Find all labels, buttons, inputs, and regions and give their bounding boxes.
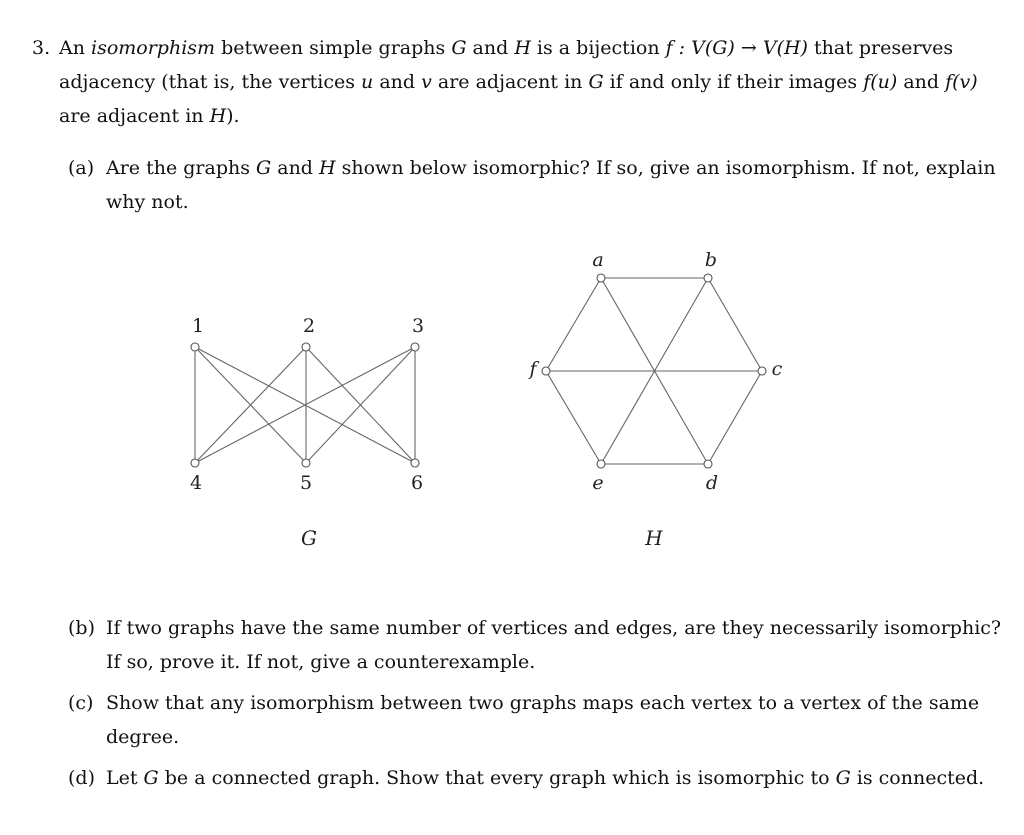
intro-line-2: adjacency (that is, the vertices u and v are adjacent in G if and only if their images f(u) and f(v): [59, 71, 978, 93]
edge-e-f: [546, 371, 601, 464]
vertex-2: [302, 343, 310, 351]
vertex-d: [704, 460, 712, 468]
label-3: 3: [411, 315, 425, 337]
label-f: f: [529, 358, 537, 380]
part-a-line-1: Are the graphs G and H shown below isomorphic? If so, give an isomorphism. If not, explain: [106, 157, 996, 179]
vertex-6: [411, 459, 419, 467]
vertex-b: [704, 274, 712, 282]
vertex-5: [302, 459, 310, 467]
label-c: c: [771, 358, 783, 380]
vertex-3: [411, 343, 419, 351]
vertex-c: [758, 367, 766, 375]
graph-H-labels: [527, 249, 782, 550]
part-d-line-1: Let G be a connected graph. Show that every graph which is isomorphic to G is connected.: [106, 767, 985, 789]
vertex-f: [542, 367, 550, 375]
part-c-line-1: Show that any isomorphism between two graphs maps each vertex to a vertex of the same: [106, 692, 980, 714]
graph-G: [195, 347, 415, 463]
vertex-e: [597, 460, 605, 468]
label-d: d: [705, 472, 719, 494]
label-5: 5: [299, 472, 313, 494]
term-isomorphism: isomorphism: [91, 37, 216, 59]
part-c-line-2: degree.: [106, 726, 180, 748]
caption-H: H: [645, 526, 663, 550]
edge-b-c: [708, 278, 762, 371]
label-4: 4: [189, 472, 203, 494]
problem-number: 3.: [32, 37, 51, 59]
part-c-label: (c): [68, 692, 94, 714]
part-d-label: (d): [68, 767, 95, 789]
part-b-label: (b): [68, 617, 95, 639]
part-a-label: (a): [68, 157, 95, 179]
caption-G: G: [301, 526, 317, 550]
intro-line-3: are adjacent in H).: [59, 105, 240, 127]
vertex-1: [191, 343, 199, 351]
intro-line-1: An isomorphism between simple graphs G and H is a bijection f : V(G) → V(H) that preserves: [59, 37, 954, 59]
vertex-a: [597, 274, 605, 282]
label-6: 6: [410, 472, 424, 494]
vertex-4: [191, 459, 199, 467]
graph-H: [546, 278, 762, 464]
label-a: a: [592, 249, 604, 271]
part-b-line-2: If so, prove it. If not, give a counterexample.: [106, 651, 536, 673]
edge-f-a: [546, 278, 601, 371]
label-2: 2: [302, 315, 316, 337]
part-a-line-2: why not.: [106, 191, 189, 213]
label-1: 1: [191, 315, 205, 337]
edge-c-d: [708, 371, 762, 464]
label-e: e: [592, 472, 604, 494]
label-b: b: [704, 249, 718, 271]
part-b-line-1: If two graphs have the same number of vertices and edges, are they necessarily isomorphic?: [106, 617, 1002, 639]
